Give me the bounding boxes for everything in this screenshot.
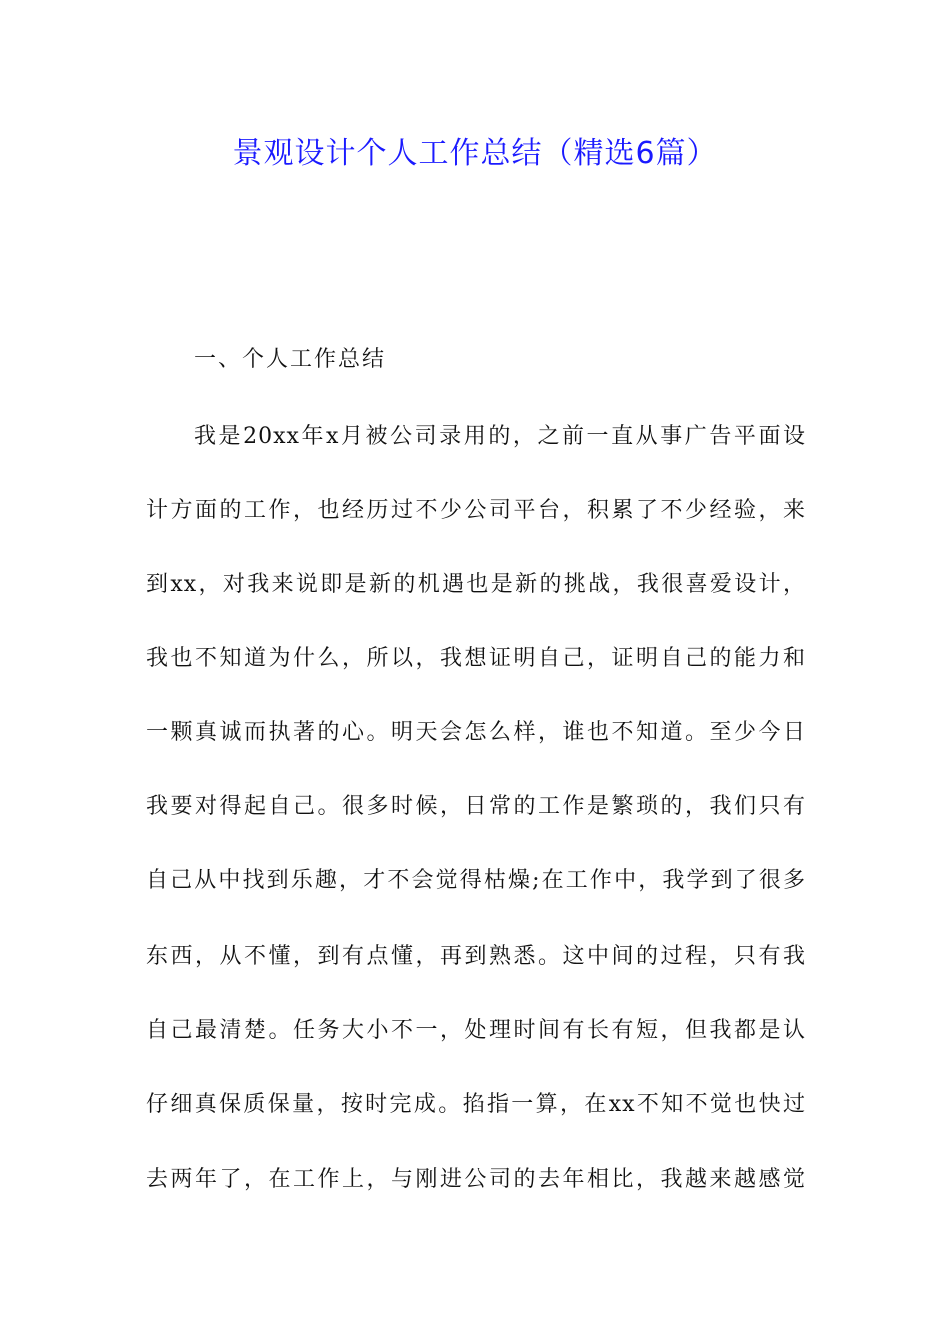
paragraph-line: 一颗真诚而执著的心。明天会怎么样，谁也不知道。至少今日 <box>146 720 806 745</box>
paragraph-line: 计方面的工作，也经历过不少公司平台，积累了不少经验，来 <box>146 498 806 523</box>
paragraph-line: 自己从中找到乐趣，才不会觉得枯燥;在工作中，我学到了很多 <box>146 868 806 893</box>
section-heading: 一、个人工作总结 <box>194 347 387 372</box>
paragraph-line: 到xx，对我来说即是新的机遇也是新的挑战，我很喜爱设计， <box>146 572 806 597</box>
paragraph-line: 东西，从不懂，到有点懂，再到熟悉。这中间的过程，只有我 <box>146 944 806 969</box>
document-title: 景观设计个人工作总结（精选6篇） <box>232 136 718 171</box>
paragraph-line: 仔细真保质保量，按时完成。掐指一算，在xx不知不觉也快过 <box>146 1092 806 1117</box>
paragraph-line: 我也不知道为什么，所以，我想证明自己，证明自己的能力和 <box>146 646 806 671</box>
paragraph-line: 自己最清楚。任务大小不一，处理时间有长有短，但我都是认 <box>146 1018 806 1043</box>
paragraph-line: 我要对得起自己。很多时候，日常的工作是繁琐的，我们只有 <box>146 794 806 819</box>
paragraph-line: 我是20xx年x月被公司录用的，之前一直从事广告平面设 <box>194 424 806 449</box>
paragraph-line: 去两年了，在工作上，与刚进公司的去年相比，我越来越感觉 <box>146 1167 806 1192</box>
